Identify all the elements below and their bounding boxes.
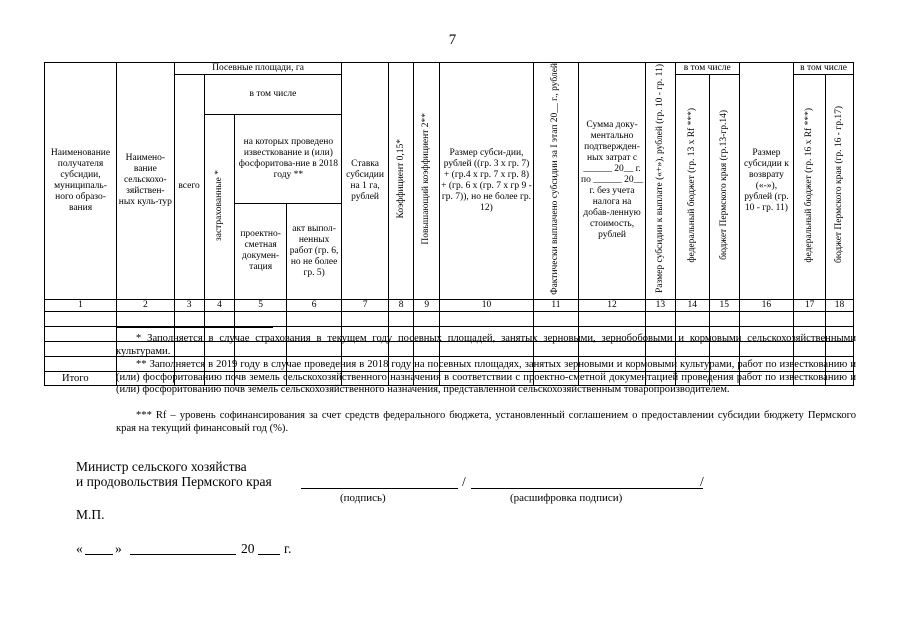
column-number: 7 — [342, 299, 388, 311]
footnote-rule — [116, 327, 273, 328]
column-number: 17 — [794, 299, 826, 311]
column-number: 14 — [675, 299, 709, 311]
header-coefficient: Коэффициент 0,15* — [395, 139, 406, 219]
footnote-3: *** Rf – уровень софинансирования за счет средств федерального бюджета, установленный соглашением о предоставлении субсидии бюджету Пермского края на текущий финансовый год (%). — [116, 410, 856, 434]
decoding-line — [471, 488, 703, 489]
header-raising-coefficient: Повышающий коэффициент 2** — [421, 113, 432, 245]
column-number: 18 — [826, 299, 854, 311]
column-number: 5 — [235, 299, 286, 311]
header-federal-return: федеральный бюджет (гр. 16 х Rf ***) — [804, 107, 815, 263]
footnote-1: * Заполняется в случае страхования в текущем году посевных площадей, занятых зерновыми, зернобобовыми и кормовыми сельскохозяйственными культурами. — [116, 333, 856, 357]
header-to-return: Размер субсидии к возврату («-»), рублей (гр. 10 - гр. 11) — [739, 63, 794, 300]
header-sown-area: Посевные площади, га — [174, 63, 342, 75]
header-federal-pay: федеральный бюджет (гр. 13 х Rf ***) — [686, 107, 697, 263]
header-design-doc: проектно-сметная докумен-тация — [235, 203, 286, 299]
header-crop-name: Наимено-вание сельскохо-зяйствен-ных куль-тур — [117, 63, 175, 300]
signature-caption: (подпись) — [340, 492, 386, 504]
column-number: 3 — [174, 299, 204, 311]
column-number: 12 — [579, 299, 646, 311]
header-including-return: в том числе — [794, 63, 854, 75]
decoding-caption: (расшифровка подписи) — [510, 492, 623, 504]
date-month-line — [130, 554, 236, 555]
column-number: 8 — [388, 299, 414, 311]
date-open-quote: « — [76, 541, 83, 556]
header-regional-return: бюджет Пермского края (гр. 16 - гр.17) — [834, 106, 845, 264]
column-number: 9 — [414, 299, 440, 311]
header-total: всего — [174, 75, 204, 300]
decoding-slash: / — [700, 474, 704, 489]
header-documented-costs: Сумма доку-ментально подтвержден-ных затрат с ______ 20__ г. по ______ 20__ г. без учета налога на добав-ленную стоимость, рублей — [579, 63, 646, 300]
date-suffix: г. — [284, 541, 292, 556]
seal-label: М.П. — [76, 507, 105, 522]
minister-title-line1: Министр сельского хозяйства — [76, 459, 247, 474]
column-number: 6 — [286, 299, 342, 311]
page-number: 7 — [448, 32, 457, 48]
column-number: 16 — [739, 299, 794, 311]
signature-line — [301, 488, 458, 489]
table-row — [45, 311, 854, 326]
column-number: 1 — [45, 299, 117, 311]
header-recipient-name: Наименование получателя субсидии, муниципаль-ного образо-вания — [45, 63, 117, 300]
column-number: 2 — [117, 299, 175, 311]
date-year-line — [258, 554, 280, 555]
header-subsidy-size: Размер субси-дии, рублей ((гр. 3 х гр. 7) + (гр.4 х гр. 7 х гр. 8) + (гр. 6 х (гр. 7 х гр 9 - гр. 7)), но не более гр. 12) — [440, 63, 534, 300]
header-liming: на которых проведено известкование и (или) фосфоритова-ние в 2018 году ** — [235, 115, 342, 203]
header-including-area: в том числе — [204, 75, 342, 115]
column-number: 11 — [533, 299, 578, 311]
minister-title-line2: и продовольствия Пермского края — [76, 474, 272, 489]
column-number: 13 — [645, 299, 675, 311]
column-number: 10 — [440, 299, 534, 311]
header-insured: застрахованные * — [213, 169, 224, 241]
column-number: 4 — [204, 299, 235, 311]
header-including-pay: в том числе — [675, 63, 739, 75]
header-regional-pay: бюджет Пермского края (гр.13-гр.14) — [718, 110, 729, 260]
date-year: 20 — [241, 541, 255, 556]
signature-slash: / — [462, 474, 466, 489]
header-paid-first-stage: Фактически выплачено субсидии за I этап 20__ г., рублей — [550, 63, 561, 295]
column-number: 15 — [709, 299, 739, 311]
header-to-pay: Размер субсидии к выплате («+»), рублей (гр. 10 - гр. 11) — [654, 64, 665, 294]
date-close-quote: » — [115, 541, 122, 556]
date-day-line — [85, 554, 113, 555]
header-work-act: акт выпол-ненных работ (гр. 6, но не более гр. 5) — [286, 203, 342, 299]
total-label: Итого — [45, 371, 117, 385]
column-number-row — [45, 299, 854, 311]
header-rate: Ставка субсидии на 1 га, рублей — [342, 63, 388, 300]
footnote-2: ** Заполняется в 2019 году в случае проведения в 2018 году на посевных площадях, занятых зерновыми и кормовыми культурами, работ по известкованию и (или) фосфоритованию почв земель сельскохозяйственного назначения в соответствии с проектно-сметной документацией проведения работ по известкованию и (или) фосфоритованию почв земель сельскохозяйственного назначения, представленной сельскохозяйственным товаропроизводителем. — [116, 359, 856, 396]
